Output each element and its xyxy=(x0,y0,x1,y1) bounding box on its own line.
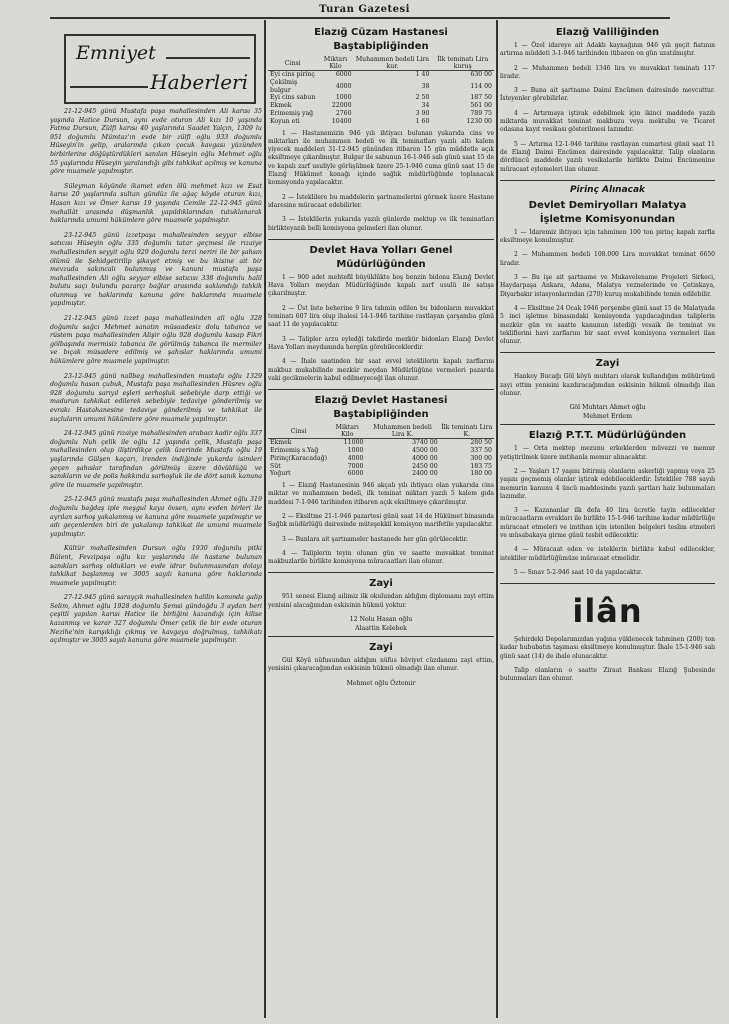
section-title-box xyxy=(64,34,256,104)
table-row xyxy=(268,79,494,95)
divider xyxy=(268,389,494,390)
paragraph: 3 — Bunlara ait şartnameler hastanede her gün görülecektir. xyxy=(282,535,468,543)
table-cell: 114 00 xyxy=(470,82,492,90)
table-cell: 6000 xyxy=(347,470,364,478)
paragraph: 5 — Artırma 12-1-946 tarihine rastlayan cumartesi günü saat 11 de Elazığ Daimi Encümen dairesinde yapılacaktır. Talip olanların dördüncü maddede yazılı vesikalarile birlikte Daimi Encümenine müracaat eylemeleri ilan olunur. xyxy=(500,140,715,173)
heading-line: Baştabipliğinden xyxy=(333,41,429,52)
table-cell: 1230 00 xyxy=(466,117,492,125)
paragraph: 3 — İsteklilerin yukarıda yazılı günlerde mektup ve ilk teminatları birlikteyazılı belli komisyona gelmeleri ilan olunur. xyxy=(268,216,494,232)
notice-kicker-pirinc: Pirinç Alınacak xyxy=(569,184,646,195)
table-header: İlk teminatı Lira kuruş xyxy=(431,56,494,71)
heading-line: Devlet Hava Yolları Genel xyxy=(309,244,453,256)
notice-heading-zayi-1: Zayi xyxy=(369,578,393,590)
paragraph: 3 — Kazananlar ilk defa 40 lira ücretle tayin edilecekler müracaatların evrakları ile birlikte 15-1-946 tarihine kadar müdürlüğe müracaat etmeleri ve imtihan için istenilen belgeleri teslim etmeleri ve müsabakaya girme günü tesbit edilecektir. xyxy=(500,507,715,539)
table-cell: Çekilmiş bulgur xyxy=(270,78,298,94)
paragraph: 23-12-945 günü naîlbeg mahallesinden mustafa oğlu 1329 doğumlu hasan çubuk, Mustafa paşa mahallesinden Hüsrev oğlu 928 doğumlu sarıyıl eşleri serhoşluk sebebiyle darp ettiği ve madurun tahkikat edilerek sebebiyle tedaviye gönderilmiş ve evrakı Hastahanesine tedaviye gönderilmiş ve tahkikat ile suçluların umumi hükümlere göre muamele yapılmıştır. xyxy=(50,372,262,423)
divider xyxy=(500,583,715,584)
notice-heading-zayi-3: Zayi xyxy=(595,358,620,370)
table-cell: Süt xyxy=(270,462,281,470)
table-cell: 3 90 xyxy=(415,109,430,117)
paragraph: 1 — Özel idareye ait Adaklı kaynağının 946 yılı geçit fiatının artırma müddeti 3-1-946 tarihinden itibaren on gün uzatılmıştır. xyxy=(500,42,715,58)
table-cell: 180 00 xyxy=(470,470,492,478)
notice-paragraphs xyxy=(268,593,494,610)
table-cell: 4500 00 xyxy=(412,446,438,454)
divider xyxy=(268,636,494,637)
paragraph: 2 — Yaşları 17 yaşını bitirmiş olanların askerliği yapmış veya 25 yaşını geçmemiş olanlar iştirak edebileceklerdir. İstekliler 788 sayılı memurin kanunu 4 üncü maddesinde yazılı şartları haiz bulunmaları lazımdır. xyxy=(500,467,715,500)
signature: Mehmet Erdem xyxy=(583,413,632,421)
table-cell: 4000 xyxy=(347,454,364,462)
table-cell: 1 40 xyxy=(415,71,430,78)
table-cell: 22000 xyxy=(331,102,352,110)
table-cell: 1000 xyxy=(347,446,364,454)
table-cell: 630 00 xyxy=(470,71,492,78)
table-cell: 7000 xyxy=(347,462,364,470)
paragraph: 4 — Müracaat eden ve isteklerin birlikte kabul edilecekler, istekliler müdürlüğümüze müracaat etmelidir. xyxy=(500,546,715,562)
column-right xyxy=(500,22,715,1018)
table-cell: Koyun eti xyxy=(270,117,300,125)
notice-heading-ptt: Elazığ P.T.T. Müdürlüğünden xyxy=(528,430,687,442)
table-cell: 2450 00 xyxy=(412,462,438,470)
table-cell: 183 75 xyxy=(470,462,492,470)
paragraph: 4 — Taliplerin teyin olunan gün ve saatte muvakkat teminat makbuzlarile birlikte komisyona müracaatları ilan olunur. xyxy=(268,549,494,566)
table-cell: 561 00 xyxy=(470,102,492,110)
masthead: Turan Gazetesi xyxy=(319,4,410,15)
paragraph: 5 — Sınav 5-2-946 saat 10 da yapılacaktır. xyxy=(514,568,643,576)
paragraph: 27-12-945 günü sarayçık mahallesinden halilin kamında galip Selim, Ahmet oğlu 1928 doğumlu Şemsi gündoğdu 3 aydan beri çeşitli yapılan karısı Hatice ile birliğini kazandığı için kilise kazanmış ve karar 327 doğumlu Ömer çelik ile bir evde oturan Nezihe'nin karışıklığı çıkmış ve kavgaya doğrulmuş, tahkikatı açılmıştır ve 3005 sayılı kanuna göre muamele yapılmıştır. xyxy=(50,594,262,645)
table-cell: 187 50 xyxy=(470,94,492,102)
column-middle xyxy=(268,22,494,1018)
notice-heading-hospital xyxy=(268,394,494,422)
heading-line: Elazığ Cüzam Hastanesi xyxy=(314,27,448,38)
table-row xyxy=(268,455,494,463)
heading-line: Baştabipliğinden xyxy=(333,409,429,421)
table-cell: 4000 00 xyxy=(412,454,438,462)
table-header: Cinsi xyxy=(268,56,317,71)
paragraph: 2 — Üst liste beherine 9 lira tahmin edilen bu bidonların muvakkat teminatı 607 lira olup ihalesi 14-1-946 tarihine rastlayan çarşamba günü saat 11 de yapılacaktır. xyxy=(268,304,494,329)
section-title-line2: Haberleri xyxy=(150,70,248,94)
paragraph: 21-12-945 günü izzet paşa mahallesinden ali oğlu 328 doğumlu sağcı Mehmet sanatın müsaadesiz dolu tabanca ve rüstem paşa mahallesinden Alişir oğlu 928 doğumlu kasap Fikri gölbaşında mermisiz tabanca ile görülmüş tabanca ile mermiler ve bıçak müsadere edilmiş ve şahıslar haklarında umumi hükümlere göre muamele yapılmıştır. xyxy=(50,315,262,366)
paragraph: 2 — İsteklilere bu maddelerin şartnamelerini görmek üzere Hastane idaresine müracaat edebilirler. xyxy=(268,193,494,209)
table-cell: Pirinç(Karacadağ) xyxy=(270,454,328,462)
column-security-news xyxy=(50,28,262,1018)
paragraph: Kültür mahallesinden Dursun oğlu 1930 doğumlu pitki Bülent, Fevzipaşa oğlu kız yaşlarında ile hastane bulunan sanıkları sarhoş oldukları ve evde idrar bulunmasından dolayı tahkikat başlanmış ve 3005 sayılı kanuna göre haklarında muamele yapılmıştır. xyxy=(50,545,262,587)
supply-table xyxy=(268,56,494,126)
paragraph: 1 — İdaremiz ihtiyacı için tahminen 100 ton pirinç kapalı zarfla eksiltmeye konulmuştur. xyxy=(500,228,715,245)
title-ornament-line xyxy=(166,57,250,59)
notice-paragraphs xyxy=(500,445,715,577)
paragraph: 1 — Orta mektep mezunu erkeklerden müvezzi ve memur yetiştirilmek üzere imtihanla memur alınacaktır. xyxy=(500,445,715,461)
paragraph: 4 — Artırmaya iştirak edebilmek için ikinci maddede yazılı miktarda muvakkat teminat makbuzu veya mektubu ve Ticaret odasına kayıt vesikası gösterilmesi lazımdır. xyxy=(500,109,715,134)
table-cell: 789 75 xyxy=(470,109,492,117)
notice-paragraphs xyxy=(268,657,494,674)
divider xyxy=(500,352,715,353)
table-cell: 2760 xyxy=(335,109,352,117)
table-row xyxy=(268,447,494,455)
paragraph: 25-12-945 günü mustafa paşa mahallesinden Ahmet oğlu 319 doğumlu bağdaş iple meşgul kaya övsen, aynı evden birleri ile ayrılan sarhoş yakalanmış ve kanuna göre muamele yapılmıştır ve adı geçenlerden biri de yakalanıp tahkikat ile umumi muamele yapılmıştır. xyxy=(50,496,262,538)
table-cell: 38 xyxy=(421,82,430,90)
paragraph: 23-12-945 günü izzetpaşa mahallesinden seyyar elbise satıcısı Hüseyin oğlu 335 doğumlu tatar geçmesi ile rızaiye mahallesinden seyyit oğlu 929 doğumlu terzi neriri ile bir şahsın ölümü ile Şehidgetirilip şikayet etmiş ve bu ikisine ait bir mevzuda sakıncalı bulunmuş ve kanuni mustafa paşa mahallesinden Ali oğlu seyyar elbise satıcısı 338 doğumlu halil bulutu saçı bulundu pazarçı bağlar arasında saklandığı tahkik olunmuş ve haklarında kanuna göre haklarında muamele yapılmıştır. xyxy=(50,231,262,308)
paragraph: Talip olanların o saatte Ziraat Bankası Elazığ Şubesinde bulunmaları ilan olunur. xyxy=(500,667,715,683)
paragraph: 1 — Elazığ Hastanesinin 946 akçalı yılı ihtiyacı olan yukarıda cins miktar ve muhammen bedeli, ilk teminat miktarı yazılı 5 kalem gıda maddesi 7-1-946 tarihinden itibaren açık eksiltmeye çıkarılmıştır. xyxy=(268,482,494,506)
paragraph: 24-12-945 günü rızaiye mahallesinden arabacı kadir oğlu 337 doğumlu Nuh çelik ile oğlu 12 yaşında çelik, Mustafa paşa mahallesinden olup iliştirdikçe çelik üzerinde Mustafa oğlu 19 yaşlarında Gülşen kaçarı, irenden indiğinde yukarda isimleri geçen şahıslar tarafından görülmüş üzere dövüldüğü ve sanıkların ve de polis hakkında sarhoşluk ile de dört sanık kanuna göre ile muamele yapılmıştır. xyxy=(50,430,262,489)
table-cell: 11000 xyxy=(343,439,364,447)
table-cell: Ekmek xyxy=(270,102,292,110)
notice-heading-airways xyxy=(268,244,494,272)
table-cell: 10400 xyxy=(331,117,352,125)
paragraph: 3 — Bu işe ait şartname ve Mukavelename Projeleri Sirkeci, Haydarpaşa Ankara, Adana, Malatya veznelerinde ve Çetinkaya, Diyarbakır istasyonlarından (270) kuruş mukabilinde temin edilebilir. xyxy=(500,274,715,298)
paragraph: 2 — Eksiltme 21-1-946 pazartesi günü saat 14 de Hükümet binasında Sağlık müdürlüğü dairesinde müteşekkil komisyon marifetile yapılacaktır. xyxy=(268,512,494,529)
title-ornament-line xyxy=(70,86,148,88)
supply-table xyxy=(268,424,494,478)
ilan-heading: ilân xyxy=(572,592,643,631)
table-cell: 2 50 xyxy=(415,94,430,102)
notice-paragraphs xyxy=(500,42,715,174)
table-cell: 3740 00 xyxy=(412,439,438,447)
table-header: Muhammen bedeli Lira K. xyxy=(365,424,439,439)
table-header: Muhammen bedeli Lira kur. xyxy=(354,56,432,71)
column-divider xyxy=(264,20,266,1018)
notice-paragraphs xyxy=(268,130,494,233)
section-title-line1: Emniyet xyxy=(76,42,156,64)
signature: 12 Nolu Hasan oğlu xyxy=(349,616,413,624)
notice-paragraphs xyxy=(500,636,715,683)
table-row xyxy=(268,470,494,478)
notice-paragraphs xyxy=(268,482,494,566)
notice-paragraphs xyxy=(500,229,715,347)
table-row xyxy=(268,118,494,126)
paragraph: Şehirdeki Depolarımızdan yağına yüklenecek tahminen (200) ton kadar hububatın taşıması eksiltmeye konulmuştur. İhale 15-1-946 salı günü saat (14) de ihale olunacaktır. xyxy=(500,636,715,660)
table-cell: Yoğurt xyxy=(270,470,291,478)
notice-paragraphs xyxy=(268,274,494,383)
paragraph: 951 senesi Elazığ ailimiz ilk okulundan aldığım diplomamı zayi ettim yenisini alacağımdan eskisinin hükmü yoktur. xyxy=(268,593,494,609)
table-cell: 337 50 xyxy=(470,446,492,454)
table-row xyxy=(268,439,494,447)
table-row xyxy=(268,463,494,471)
table-row xyxy=(268,102,494,110)
heading-line: Elazığ Devlet Hastanesi xyxy=(314,395,448,407)
table-cell: Ekmek xyxy=(270,439,292,447)
paragraph: 2 — Muhammen bedeli 108.000 Lira muvakkat teminat 6650 liradır. xyxy=(500,251,715,267)
divider xyxy=(500,424,715,425)
notice-heading-cuzam xyxy=(268,26,494,54)
table-cell: Erimemiş s.Yağ xyxy=(270,446,319,454)
signature: Alaattin Kelebek xyxy=(355,625,407,633)
table-cell: 280 50 xyxy=(470,439,492,447)
table-cell: 4000 xyxy=(335,82,352,90)
table-header: İlk teminatı Lira K. xyxy=(441,424,493,439)
notice-heading-railway xyxy=(500,199,715,227)
paragraph: 3 — Talipler arzu eyledği takdirde mezkûr bidonları Elazığ Devlet Hava Yolları meydanında hergün görebileceklerdir. xyxy=(268,335,494,351)
notice-heading-zayi-2: Zayi xyxy=(369,642,393,654)
table-row xyxy=(268,94,494,102)
paragraph: 3 — Buna ait şartname Daimi Encümen dairesinde mevcuttur. İsteyenler görebilirler. xyxy=(500,87,715,103)
signature: Göl Muhtarı Ahmet oğlu xyxy=(569,404,646,412)
table-row xyxy=(268,110,494,118)
paragraph: 1 — Hastanemizin 946 yılı ihtiyacı bulunan yukarıda cins ve miktarları ile muhammen bedeli ve ilk teminatları yazılı altı kalem yiyecek maddeleri 31-12-945 gününden itibaren 15 gün müddetle açık eksiltmeye çıkarılmıştır. Bulgur ile sabunun 16-1-946 salı günü saat 15 de ve kapalı zarf usuliyle görüşülmek üzere 25-1-946 cuma günü saat 15 de Elazığ Hükümet konağı içinde sağlık müdürlüğünde toplanacak komisyonda yapılacaktır. xyxy=(268,129,494,187)
heading-line: Müdürlüğünden xyxy=(336,258,426,270)
table-header: Miktarı Kilo xyxy=(317,56,353,71)
paragraph: 4 — İhale saatinden bir saat evvel isteklilerin kapalı zarflarını makbuz mukabilinde mezkûr meydan Müdürlüğüne vermeleri pazarda vaki gecikmelerin kabul edilmeyeceği ilan olunur. xyxy=(268,358,494,382)
table-row xyxy=(268,71,494,79)
table-cell: 6000 xyxy=(335,71,352,78)
divider xyxy=(500,180,715,181)
paragraph: 1 — 900 adet mehtefil büyüklükte boş benzin bidonu Elazığ Devlet Hava Yolları meydan Müdürlüğünde kapalı zarf usulü ile satışa çıkarılmıştır. xyxy=(268,273,494,298)
table-cell: Erimemiş yağ xyxy=(270,109,314,117)
table-cell: 300 00 xyxy=(470,454,492,462)
heading-line: İşletme Komisyonundan xyxy=(539,213,676,225)
table-cell: Eyi cins sabun xyxy=(270,94,316,102)
table-cell: 2400 00 xyxy=(412,470,438,478)
table-cell: Eyi cins pirinç xyxy=(270,71,315,78)
paragraph: 4 — Eksiltme 24 Ocak 1946 perşembe günü saat 15 de Malatyada 5 inci işletme binasındaki komisyonda yapılacağından taliplerin mezkûr gün ve saatte kanunun istediği vesaik ile teminat ve tekliflerini havi zarflarını bir saat evvel komisyona vermeleri ilan olunur. xyxy=(500,304,715,346)
top-rule xyxy=(50,17,670,19)
column-divider xyxy=(496,20,498,1018)
table-cell: 1 60 xyxy=(415,117,430,125)
notice-paragraphs xyxy=(500,373,715,398)
paragraph: 21-12-945 günü Mustafa paşa mahallesinden Ali karısı 35 yaşında Hatice Dursun, aynı evde oturan Ali kızı 10 yaşında Fatma Dursun, Zülfi karısı 40 yaşlarında Saadet Yalçın, 1309 lu 951 doğumlu Mümtaz'ın evde bir zülfi oğlu 933 doğumlu Hüseyin'in gelip, aralarında çıkan çocuk kavgası yüzünden birbirlerine döğüştürdükleri sanılan Hüseyin oğlu Mehmet oğlu 55 yaşlarında Hüseyin yaralandığı gibi tahkikat açılmış ve kanuna göre muamele yapılmıştır. xyxy=(50,108,262,176)
heading-line: Devlet Demiryolları Malatya xyxy=(528,199,687,211)
table-cell: 34 xyxy=(421,102,430,110)
signature: Mehmet oğlu Öztemir xyxy=(346,679,416,687)
paragraph: Hankoy Bucağı Göl köyü muhtarı olarak kullandığım mühürümü zayi ettim yenisini kazdıracağımdan eskisinin hükmü olmadığı ilan olunur. xyxy=(500,373,715,398)
paragraph: Süleyman köyünde ikamet eden ölü mehmet kızı ve Esat karısı 20 yaşlarında sultan gündüz ile ağaç köyde oturan kızı, Hasan kızı ve Ömer karısı 19 yaşında Cemile 22-12-945 günü mahallât arasında düşmanlık yapıldıklarından tutuklanarak haklarında umumi hükümlere göre muamele yapılmıştır. xyxy=(50,182,262,225)
paragraph: 2 — Muhammen bedeli 1346 lira ve muvakkat teminatı 117 liradır. xyxy=(500,64,715,80)
table-header: Cinsi xyxy=(268,424,329,439)
divider xyxy=(268,572,494,573)
notice-heading-valilik: Elazığ Valiliğinden xyxy=(555,27,660,38)
table-cell: 1000 xyxy=(335,94,352,102)
paragraph: Gül Köyü nüfusundan aldığım nüfus hüviyet cüzdanımı zayi ettim, yenisini çıkaracağımdan eskisinin hükmü olmadığı ilan olunur. xyxy=(268,657,494,673)
table-header: Miktarı Kilo xyxy=(329,424,365,439)
divider xyxy=(268,239,494,240)
news-paragraphs xyxy=(50,108,262,646)
